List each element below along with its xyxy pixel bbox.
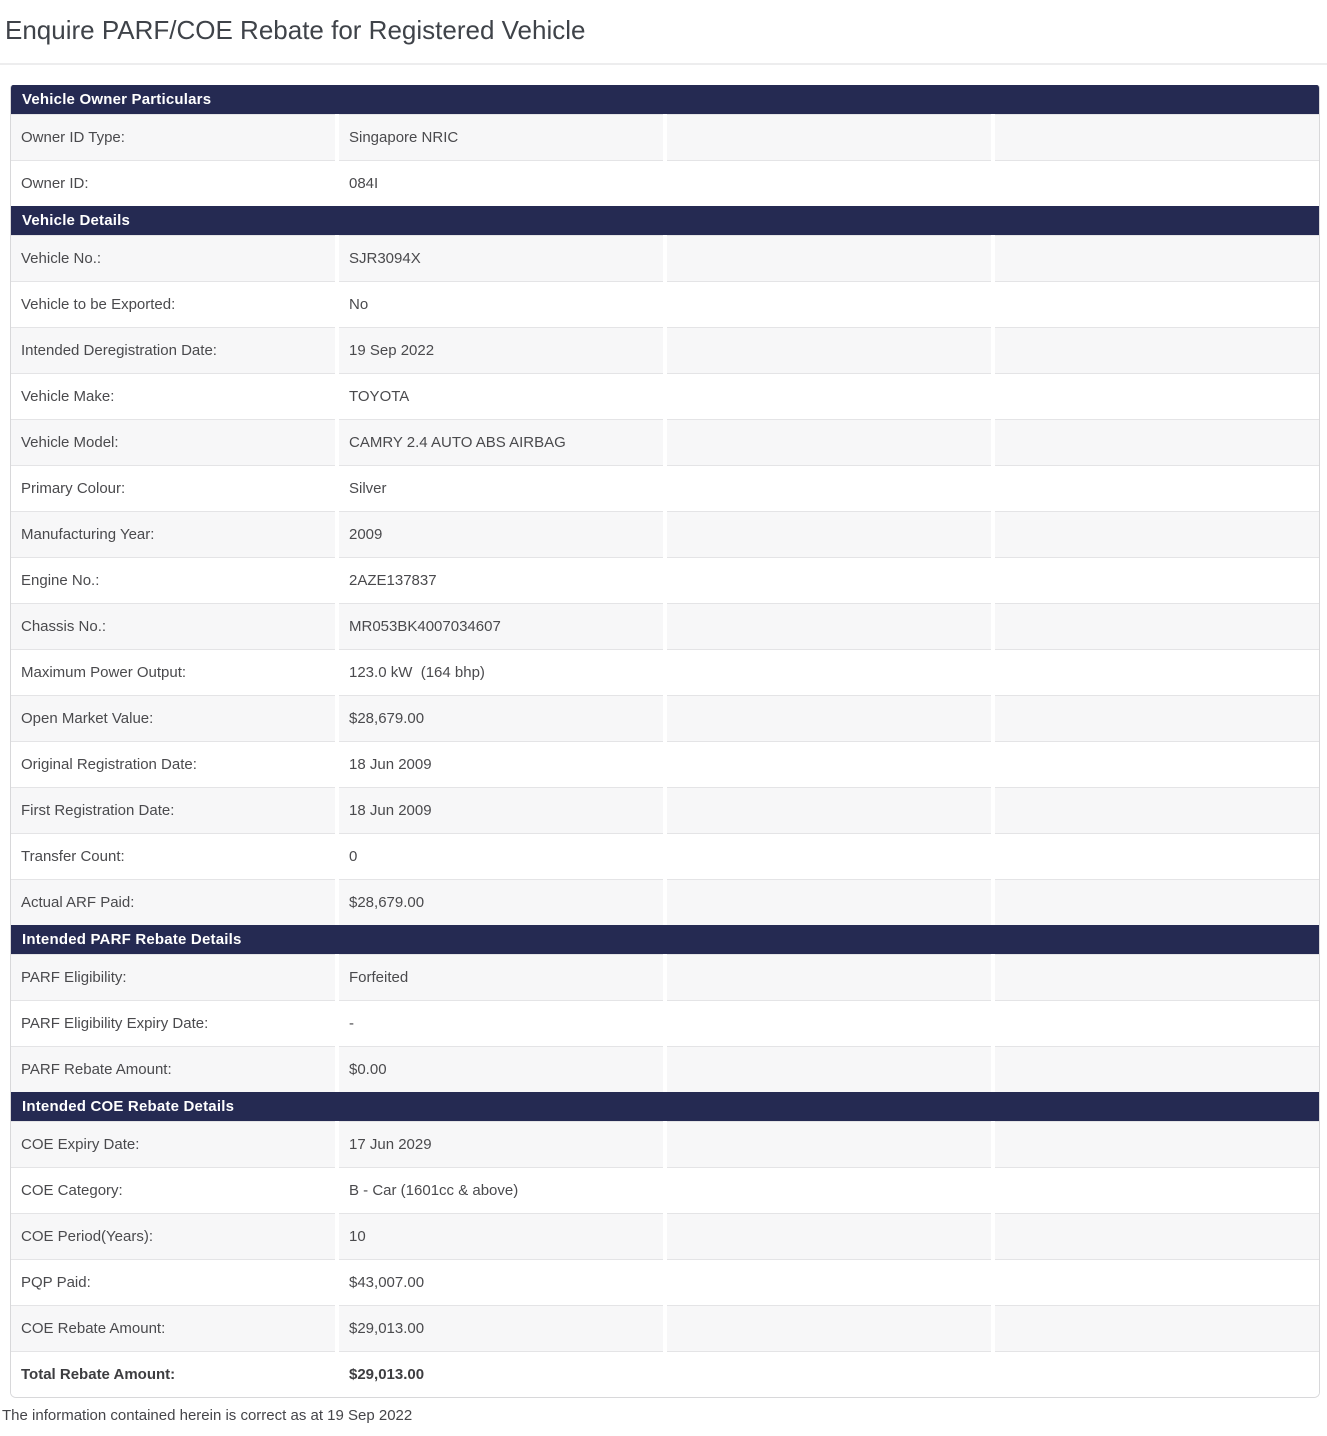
empty-cell — [667, 695, 991, 741]
table-row — [11, 741, 1319, 787]
table-row — [11, 114, 1319, 160]
row-label: First Registration Date: — [11, 787, 335, 833]
empty-cell — [995, 465, 1319, 511]
empty-cell — [995, 603, 1319, 649]
row-label: PARF Eligibility: — [11, 954, 335, 1000]
empty-cell — [667, 1121, 991, 1167]
empty-cell — [667, 114, 991, 160]
table-row — [11, 1000, 1319, 1046]
empty-cell — [667, 1000, 991, 1046]
row-value: CAMRY 2.4 AUTO ABS AIRBAG — [339, 419, 663, 465]
empty-cell — [667, 1167, 991, 1213]
row-label: Intended Deregistration Date: — [11, 327, 335, 373]
empty-cell — [667, 281, 991, 327]
report-section — [11, 1092, 1319, 1397]
empty-cell — [667, 787, 991, 833]
empty-cell — [667, 879, 991, 925]
empty-cell — [995, 419, 1319, 465]
empty-cell — [667, 741, 991, 787]
table-row — [11, 1213, 1319, 1259]
empty-cell — [995, 954, 1319, 1000]
empty-cell — [995, 1121, 1319, 1167]
table-row — [11, 1259, 1319, 1305]
table-row — [11, 511, 1319, 557]
row-label: Vehicle to be Exported: — [11, 281, 335, 327]
row-label: Maximum Power Output: — [11, 649, 335, 695]
table-row — [11, 1046, 1319, 1092]
empty-cell — [667, 833, 991, 879]
row-label: Vehicle Model: — [11, 419, 335, 465]
row-value: $0.00 — [339, 1046, 663, 1092]
row-value: 0 — [339, 833, 663, 879]
row-label: PARF Eligibility Expiry Date: — [11, 1000, 335, 1046]
empty-cell — [667, 557, 991, 603]
table-row — [11, 281, 1319, 327]
empty-cell — [667, 235, 991, 281]
empty-cell — [667, 373, 991, 419]
section-header: Vehicle Owner Particulars — [11, 85, 1319, 114]
row-label: COE Period(Years): — [11, 1213, 335, 1259]
row-value: 18 Jun 2009 — [339, 741, 663, 787]
table-row — [11, 695, 1319, 741]
empty-cell — [995, 741, 1319, 787]
table-row — [11, 954, 1319, 1000]
row-value: $29,013.00 — [339, 1351, 663, 1397]
empty-cell — [995, 235, 1319, 281]
empty-cell — [667, 1213, 991, 1259]
report-section — [11, 206, 1319, 925]
row-value: 084I — [339, 160, 663, 206]
report-section — [11, 85, 1319, 206]
empty-cell — [995, 114, 1319, 160]
row-value: 17 Jun 2029 — [339, 1121, 663, 1167]
row-label: Actual ARF Paid: — [11, 879, 335, 925]
row-value: Silver — [339, 465, 663, 511]
table-row — [11, 603, 1319, 649]
row-label: Vehicle No.: — [11, 235, 335, 281]
row-label: COE Rebate Amount: — [11, 1305, 335, 1351]
empty-cell — [995, 327, 1319, 373]
table-row — [11, 1305, 1319, 1351]
empty-cell — [995, 1351, 1319, 1397]
table-row — [11, 879, 1319, 925]
row-label: COE Category: — [11, 1167, 335, 1213]
empty-cell — [995, 281, 1319, 327]
table-row — [11, 327, 1319, 373]
row-value: Forfeited — [339, 954, 663, 1000]
row-label: Open Market Value: — [11, 695, 335, 741]
empty-cell — [995, 1046, 1319, 1092]
row-value: $43,007.00 — [339, 1259, 663, 1305]
enquiry-page — [0, 14, 1327, 1424]
empty-cell — [667, 649, 991, 695]
row-value: 10 — [339, 1213, 663, 1259]
row-value: 2009 — [339, 511, 663, 557]
empty-cell — [995, 1167, 1319, 1213]
empty-cell — [995, 1213, 1319, 1259]
empty-cell — [995, 833, 1319, 879]
table-row — [11, 1351, 1319, 1397]
row-label: Total Rebate Amount: — [11, 1351, 335, 1397]
section-header: Vehicle Details — [11, 206, 1319, 235]
row-label: Owner ID: — [11, 160, 335, 206]
row-label: Chassis No.: — [11, 603, 335, 649]
table-row — [11, 833, 1319, 879]
empty-cell — [667, 327, 991, 373]
empty-cell — [995, 787, 1319, 833]
table-row — [11, 787, 1319, 833]
row-value: 123.0 kW (164 bhp) — [339, 649, 663, 695]
row-label: Primary Colour: — [11, 465, 335, 511]
empty-cell — [667, 1046, 991, 1092]
row-value: $28,679.00 — [339, 879, 663, 925]
row-value: 2AZE137837 — [339, 557, 663, 603]
table-row — [11, 160, 1319, 206]
empty-cell — [667, 1305, 991, 1351]
title-divider — [0, 63, 1327, 65]
footer-note: The information contained herein is correct as at 19 Sep 2022 — [2, 1407, 413, 1424]
table-row — [11, 373, 1319, 419]
table-row — [11, 1121, 1319, 1167]
row-value: TOYOTA — [339, 373, 663, 419]
row-label: Owner ID Type: — [11, 114, 335, 160]
row-value: B - Car (1601cc & above) — [339, 1167, 663, 1213]
section-header: Intended PARF Rebate Details — [11, 925, 1319, 954]
empty-cell — [667, 1351, 991, 1397]
row-value: - — [339, 1000, 663, 1046]
page-title: Enquire PARF/COE Rebate for Registered Vehicle — [5, 15, 586, 45]
empty-cell — [995, 1259, 1319, 1305]
row-value: MR053BK4007034607 — [339, 603, 663, 649]
empty-cell — [667, 1259, 991, 1305]
empty-cell — [667, 160, 991, 206]
row-value: 19 Sep 2022 — [339, 327, 663, 373]
row-value: $29,013.00 — [339, 1305, 663, 1351]
empty-cell — [995, 511, 1319, 557]
row-value: SJR3094X — [339, 235, 663, 281]
row-label: Engine No.: — [11, 557, 335, 603]
row-label: Transfer Count: — [11, 833, 335, 879]
empty-cell — [667, 603, 991, 649]
row-value: 18 Jun 2009 — [339, 787, 663, 833]
table-row — [11, 419, 1319, 465]
table-row — [11, 557, 1319, 603]
row-label: Original Registration Date: — [11, 741, 335, 787]
empty-cell — [995, 373, 1319, 419]
row-label: COE Expiry Date: — [11, 1121, 335, 1167]
empty-cell — [995, 695, 1319, 741]
row-value: Singapore NRIC — [339, 114, 663, 160]
table-row — [11, 235, 1319, 281]
section-header: Intended COE Rebate Details — [11, 1092, 1319, 1121]
table-row — [11, 1167, 1319, 1213]
row-label: PARF Rebate Amount: — [11, 1046, 335, 1092]
empty-cell — [995, 557, 1319, 603]
empty-cell — [667, 465, 991, 511]
empty-cell — [995, 1000, 1319, 1046]
row-value: No — [339, 281, 663, 327]
row-label: Vehicle Make: — [11, 373, 335, 419]
empty-cell — [995, 879, 1319, 925]
report-section — [11, 925, 1319, 1092]
empty-cell — [995, 160, 1319, 206]
empty-cell — [667, 954, 991, 1000]
rebate-enquiry-report — [10, 85, 1320, 1398]
empty-cell — [995, 649, 1319, 695]
empty-cell — [667, 511, 991, 557]
table-row — [11, 649, 1319, 695]
table-row — [11, 465, 1319, 511]
row-value: $28,679.00 — [339, 695, 663, 741]
empty-cell — [667, 419, 991, 465]
row-label: Manufacturing Year: — [11, 511, 335, 557]
empty-cell — [995, 1305, 1319, 1351]
row-label: PQP Paid: — [11, 1259, 335, 1305]
